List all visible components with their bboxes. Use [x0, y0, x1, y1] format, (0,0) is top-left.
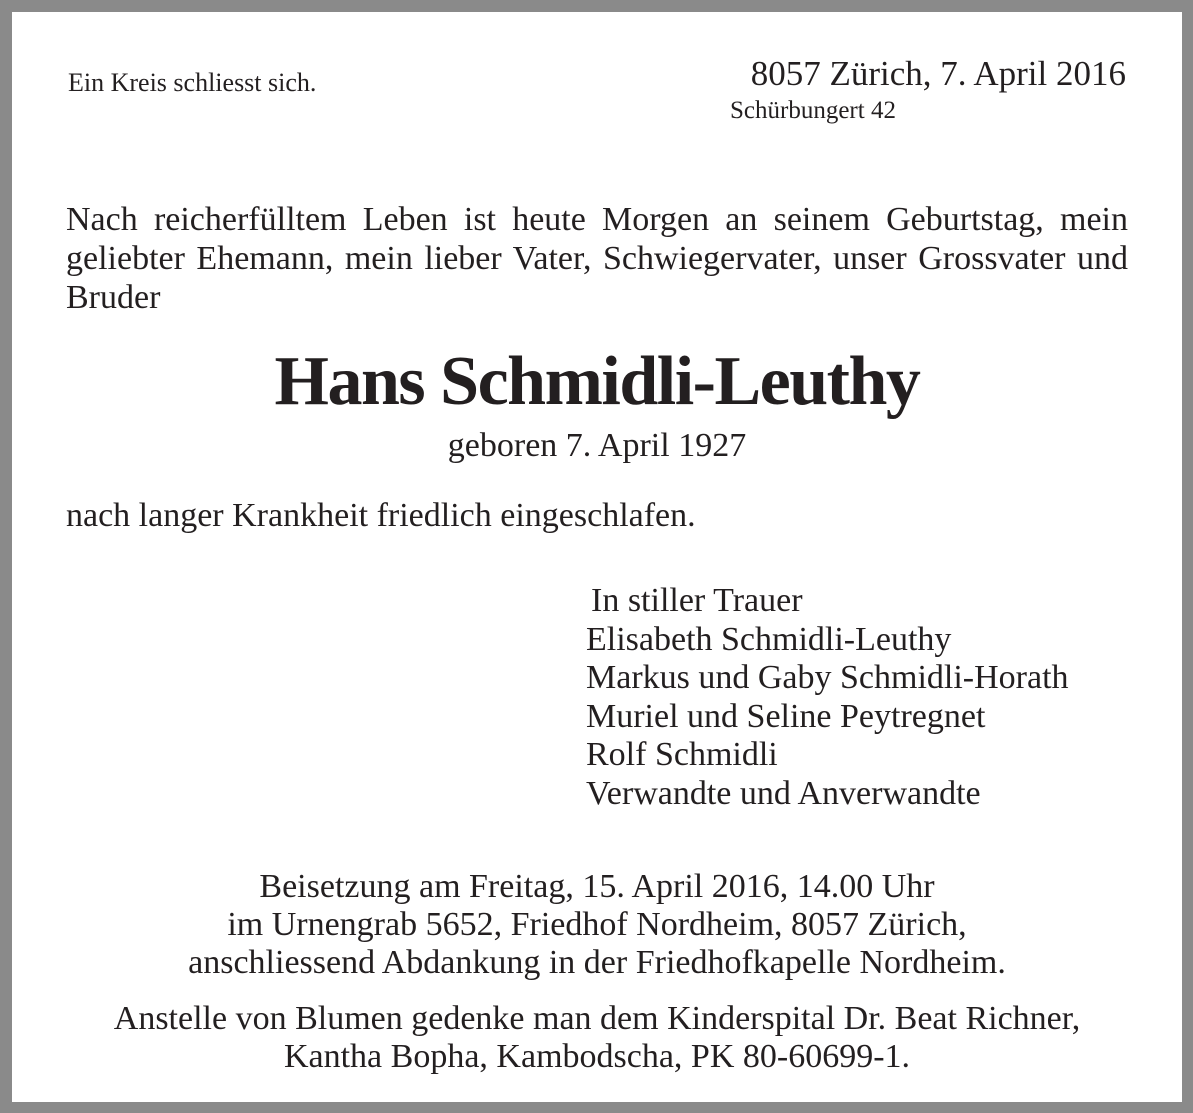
mourner-name: Verwandte und Anverwandte [586, 774, 981, 812]
deceased-name: Hans Schmidli-Leuthy [274, 343, 920, 420]
obituary-notice [12, 12, 1182, 1102]
funeral-line: anschliessend Abdankung in der Friedhofkapelle Nordheim. [188, 944, 1006, 981]
funeral-details [12, 868, 1182, 982]
address: Schürbungert 42 [730, 97, 896, 124]
mourner-name: Elisabeth Schmidli-Leuthy [586, 620, 952, 658]
mourner-name: Markus und Gaby Schmidli-Horath [586, 659, 1069, 696]
place-date: 8057 Zürich, 7. April 2016 [750, 54, 1126, 93]
mourner-name: Rolf Schmidli [586, 736, 778, 773]
donation-line: Anstelle von Blumen gedenke man dem Kinderspital Dr. Beat Richner, [113, 1000, 1081, 1037]
mourners-heading: In stiller Trauer [591, 582, 803, 619]
funeral-line: Beisetzung am Freitag, 15. April 2016, 14.00 Uhr [259, 868, 935, 905]
passing-statement: nach langer Krankheit friedlich eingeschlafen. [66, 497, 696, 534]
mourners-block [586, 582, 1069, 813]
donation-line: Kantha Bopha, Kambodscha, PK 80-60699-1. [283, 1038, 911, 1075]
intro-paragraph: Nach reicherfülltem Leben ist heute Morgen an seinem Geburtstag, mein geliebter Ehemann, mein lieber Vater, Schwiegervater, unser Grossvater und Bruder [66, 201, 1128, 316]
donation-note [12, 1000, 1182, 1076]
motto-text: Ein Kreis schliesst sich. [68, 68, 317, 97]
funeral-line: im Urnengrab 5652, Friedhof Nordheim, 8057 Zürich, [227, 906, 967, 943]
mourner-name: Muriel und Seline Peytregnet [586, 697, 986, 735]
birth-date: geboren 7. April 1927 [447, 427, 747, 464]
